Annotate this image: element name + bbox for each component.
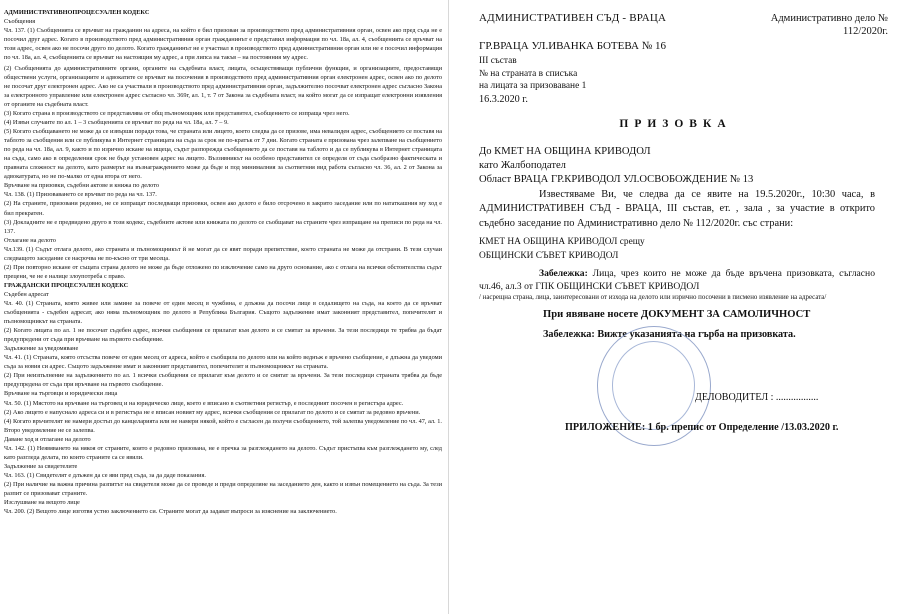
section-heading: Връчване на търговци и юридически лица: [4, 390, 118, 398]
article-paragraph: (2) При повторно искане от същата страна делото не може да бъде отложено по изключение само на друго основание, ако с отлага на всички обстоятелства съдът прецени, че не е налице злоупотреба с право.: [4, 263, 442, 280]
attachment-line: [565, 422, 838, 433]
note-label: Забележка:: [539, 268, 588, 279]
clerk-label: ДЕЛОВОДИТЕЛ :: [695, 392, 774, 403]
article-paragraph: (2) Съобщенията до административните органи, органите на съдебната власт, лицата, осъществяващи публични функции, и организациите, предоставящи обществени услуги, организациите и адвокатите се връчват на посочения в производството пред административния орган електронен адрес, освен ако по делото не посочат друг електронен адрес. Ако не са участвали в производството пред административния орган, задължително посочват електронен адрес съгласно Закона за електронното управление или електронен адрес съгласно чл. 369г, ал. 1, т. 7 от Закона за съдебната власт, на който могат да се изпращат електронни изявления от органите на съдебната власт.: [4, 64, 442, 108]
clerk-signature-line: [695, 392, 818, 403]
attachment-label: ПРИЛОЖЕНИЕ:: [565, 422, 646, 433]
article-paragraph: (4) Извън случаите по ал. 1 – 3 съобщенията се връчват по реда на чл. 18а, ал. 7 – 9.: [4, 119, 229, 127]
article-paragraph: (4) Когато връчителят не намери достъп до канцеларията или не намери някой, който е съгласен да получи съобщението, той залепва уведомление по чл. 47, ал. 1. Второ уведомление не се залепва.: [4, 417, 442, 434]
party-2: ОБЩИНСКИ СЪВЕТ КРИВОДОЛ: [479, 251, 619, 261]
right-page-summons: [451, 0, 900, 614]
section-heading: Отлагане на делото: [4, 236, 56, 244]
clerk-dots: .................: [775, 392, 819, 403]
addressee: До КМЕТ НА ОБЩИНА КРИВОДОЛ: [479, 146, 651, 157]
list-number-label: № на страната в списъка: [479, 69, 578, 79]
article-paragraph: (3) Докладните не е предвидено друго в този кодекс, съдебните актове или книжата по делото се съобщават на страните чрез изпращане на преписи по реда на чл. 137.: [4, 218, 442, 235]
section-heading: Даване ход и отлагане на делото: [4, 435, 91, 443]
article-paragraph: Чл. 163. (1) Свидетелят е длъжен да се яви пред съда, за да даде показания.: [4, 471, 206, 479]
section-heading: Задължение за свидетелите: [4, 462, 78, 470]
left-page-legal-excerpts: [0, 0, 449, 614]
addressee-address: Област ВРАЦА ГР.КРИВОДОЛ УЛ.ОСВОБОЖДЕНИЕ № 13: [479, 174, 754, 185]
note-small-print: / насрещна страна, лица, заинтересовани от изхода на делото или изрично посочени в писмено изявление на адресата/: [479, 294, 827, 301]
section-heading: Връчване на призовки, съдебни актове и книжа по делото: [4, 182, 160, 190]
bring-document: ДОКУМЕНТ ЗА САМОЛИЧНОСТ: [640, 309, 811, 320]
article-paragraph: (2) При наличие на важна причина разпитът на свидетеля може да се проведе и преди определяне на заседанието ден, както и извън помещението на съда. За тези разпит се призовават страните.: [4, 480, 442, 497]
article-paragraph: Чл. 142. (1) Неявяването на някоя от страните, които е редовно призована, не е пречка за разглеждането на делото. Съдът пристъпва към разглеждането му, след като разгледа делата, по които страните са се явили.: [4, 444, 442, 461]
article-paragraph: (2) На страните, призовани редовно, не се изпращат последващи призовки, освен ако делото е било отсрочено в закрито заседание или по нататкашния му ход е бил прекратен.: [4, 200, 442, 217]
article-paragraph: Чл. 41. (1) Страната, която отсъства повече от един месец от адреса, който е съобщила по делото или на който веднъж е връчено съобщение, е длъжна да уведоми съда за новия си адрес. Същото задължение имат и законният представител, попечителят и пълномощникът на страната.: [4, 354, 442, 371]
court-address: ГР.ВРАЦА УЛ.ИВАНКА БОТЕВА № 16: [479, 40, 666, 52]
case-label: Административно дело №: [770, 13, 888, 24]
issue-date: 16.3.2020 г.: [479, 94, 528, 105]
court-panel: III състав: [479, 56, 517, 66]
list-number-label-2: на лицата за призоваване 1: [479, 81, 587, 91]
court-stamp-inner: [612, 341, 695, 430]
article-paragraph: (2) Когато лицата по ал. 1 не посочат съдебен адрес, всички съобщения се прилагат към делото и се смятат за връчени. За тези последици те трябва да бъдат предупредени от съда при връчване на първото съобщение.: [4, 327, 442, 344]
article-paragraph: (5) Когато съобщаването не може да се извърши поради това, че страната или лицето, което следва да се призове, има невалиден адрес, съобщението се поставя на таблото за съобщения или се публикува в Интернет страницата на съда за срок не по-кратък от 7 дни. Когато страната е призована чрез залепване на съобщението по реда на чл. 18а, ал. 9, както и по изрично искане на ищеца, съдът разпорежда съобщението да се поставя на таблото и да се публикува в Интернет страницата на съда, само ако в определения срок не бъде установен адрес на лицето. Въззивникът на особено представител се определя от съда съобразно фактическата и правната сложност на делото, като размерът на възнаграждението може да бъде и под минималния за съответния вид работа съгласно чл. 36, ал. 2 от Закона за адвокатурата, но не по-малко от една втора от него.: [4, 128, 442, 181]
restriction-note: [479, 268, 875, 293]
section-heading: Съдебен адресат: [4, 290, 49, 298]
section-heading: Съобщения: [4, 18, 36, 26]
case-number-block: [771, 12, 888, 38]
court-name: АДМИНИСТРАТИВЕН СЪД - ВРАЦА: [479, 12, 667, 24]
article-paragraph: (3) Когато страна в производството се представлява от общ пълномощник или представител, съобщението се изпраща чрез него.: [4, 110, 350, 118]
code-header: АДМИНИСТРАТИВНОПРОЦЕСУАЛЕН КОДЕКС: [4, 9, 150, 16]
back-side-note: Забележка: Вижте указанията на гърба на призовката.: [543, 329, 796, 340]
attachment-text: 1 бр. препис от Определение /13.03.2020 г.: [647, 422, 839, 433]
case-number: 112/2020г.: [842, 26, 888, 37]
section-heading: Задължение за уведомяване: [4, 345, 79, 353]
article-paragraph: Чл. 50. (1) Мястото на връчване на търговец и на юридическо лице, което е вписано в съответния регистър, е последният посочен в регистъра адрес.: [4, 399, 404, 407]
article-paragraph: Чл. 138. (1) Призоваването се връчват по реда на чл. 137.: [4, 191, 157, 199]
article-paragraph: (2) При неизпълнение на задължението по ал. 1 всички съобщения се прилагат към делото и се смятат за връчени. За тези последици страната трябва да бъде предупредена от съда при връчване на първото съобщение.: [4, 372, 442, 389]
document-title: ПРИЗОВКА: [619, 118, 732, 130]
bring-label: При явяване носете: [543, 309, 639, 320]
section-heading: Изслушване на вещото лице: [4, 499, 80, 507]
article-paragraph: Чл. 40. (1) Страната, която живее или замине за повече от един месец в чужбина, е длъжна да посочи лице в седалището на съда, на което да се връчват съобщенията - съдебен адресат, ако няма пълномощник по делото в Република България. Същото задължение имат законният представител, попечителят и пълномощникът на страната.: [4, 300, 442, 326]
code-header: ГРАЖДАНСКИ ПРОЦЕСУАЛЕН КОДЕКС: [4, 281, 129, 289]
summons-notice: Известяваме Ви, че следва да се явите на 19.5.2020г., 10:30 часа, в АДМИНИСТРАТИВЕН СЪД - ВРАЦА, III състав, ет. , зала , за участие в открито съдебно заседание по Административно дело № 112/2020г. със страни:: [479, 189, 875, 229]
bring-document-line: [543, 309, 810, 320]
article-paragraph: Чл. 200. (2) Вещото лице изготвя устно заключението си. Страните могат да задават въпроси за изяснение на заключението.: [4, 508, 337, 516]
note-text: Лица, чрез които не може да бъде връчена призовката, съгласно чл.46, ал.3 от ГПК ОБЩИНСКИ СЪВЕТ КРИВОДОЛ: [479, 268, 875, 292]
article-paragraph: Чл.139. (1) Съдът отлага делото, ако страната и пълномощникът й не могат да се явят поради препятствие, което страната не може да отстрани. В тези случаи следващото заседание се насрочва не по-късно от три месеца.: [4, 245, 442, 262]
article-paragraph: (2) Ако лицето е напуснало адреса си и в регистъра не е вписан новият му адрес, всички съобщения се прилагат по делото и се смятат за редовно връчени.: [4, 408, 421, 416]
article-paragraph: Чл. 137. (1) Съобщенията се връчват на гражданин на адреса, на който е бил призован за производството пред административния орган, освен ако пред съда не е посочил друг адрес. Когато в производството пред административния орган гражданинът е представил информация по чл. 18а, ал. 4, съобщенията се връчват на този адрес, освен ако не посочи друго по делото. Когато гражданинът не е участвал в производството пред административния орган или не е посочил информация по чл. 18а, ал. 4, съобщенията се връчват на настоящия му адрес, а при липса на такъв – на постоянния му адрес.: [4, 27, 442, 62]
party-1: КМЕТ НА ОБЩИНА КРИВОДОЛ срещу: [479, 237, 645, 247]
addressee-role: като Жалбоподател: [479, 160, 566, 171]
